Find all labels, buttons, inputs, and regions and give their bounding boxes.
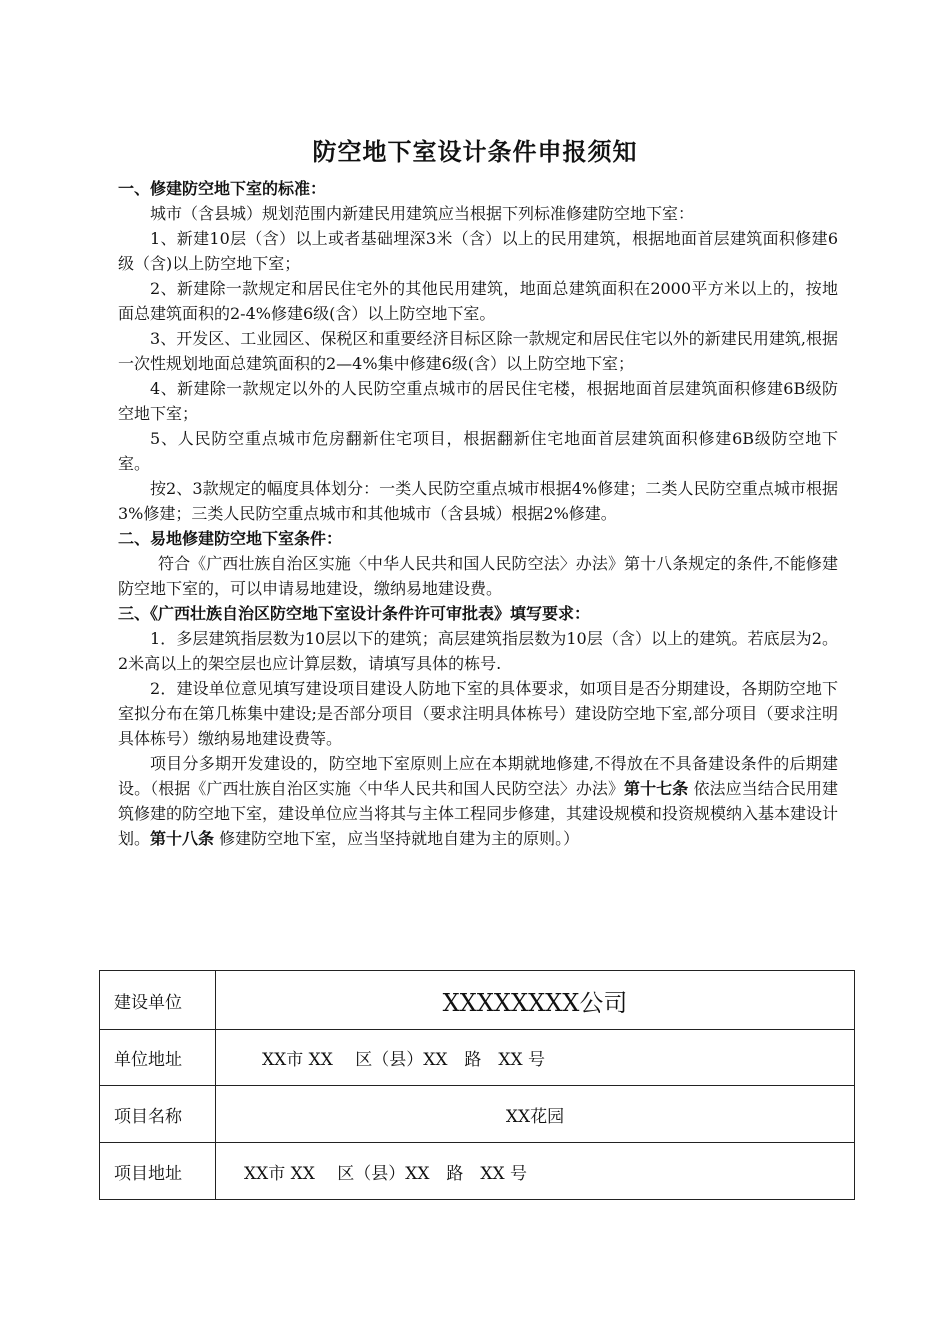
table-row: [100, 1030, 855, 1086]
paragraph: 符合《广西壮族自治区实施〈中华人民共和国人民防空法〉办法》第十八条规定的条件,不能修建防空地下室的，可以申请易地建设，缴纳易地建设费。: [118, 554, 838, 598]
table-row: [100, 1143, 855, 1200]
document-title: 防空地下室设计条件申报须知: [312, 137, 638, 166]
section-1-heading: 一、修建防空地下室的标准：: [118, 179, 327, 198]
project-name-value: XX花园: [216, 1086, 855, 1143]
paragraph: 1．多层建筑指层数为10层以下的建筑；高层建筑指层数为10层（含）以上的建筑。若底层为2。2米高以上的架空层也应计算层数，请填写具体的栋号.: [118, 629, 838, 673]
paragraph-text: 依法应当结合民用建筑修建的防空地下室，建设单位应当将其与主体工程同步修建，其建设规模和投资规模纳入基本建设计划。: [118, 779, 839, 848]
row-label-construction-unit: 建设单位: [100, 971, 216, 1030]
row-label-project-address: 项目地址: [100, 1143, 216, 1200]
construction-unit-value: XXXXXXXX公司: [216, 971, 855, 1030]
row-label-unit-address: 单位地址: [100, 1030, 216, 1086]
table-row: [100, 1086, 855, 1143]
paragraph: 5、人民防空重点城市危房翻新住宅项目，根据翻新住宅地面首层建筑面积修建6B级防空地下室。: [118, 429, 838, 473]
unit-address-value: XX市 XX 区（县）XX 路 XX 号: [216, 1030, 855, 1086]
document-body: [118, 176, 838, 851]
paragraph: 4、新建除一款规定以外的人民防空重点城市的居民住宅楼，根据地面首层建筑面积修建6B级防空地下室；: [118, 379, 838, 423]
paragraph: 2、新建除一款规定和居民住宅外的其他民用建筑，地面总建筑面积在2000平方米以上的，按地面总建筑面积的2-4%修建6级(含）以上防空地下室。: [118, 279, 838, 323]
table-row: [100, 971, 855, 1030]
project-address-value: XX市 XX 区（县）XX 路 XX 号: [216, 1143, 855, 1200]
article-18-label: 第十八条: [150, 829, 215, 848]
paragraph: 城市（含县城）规划范围内新建民用建筑应当根据下列标准修建防空地下室：: [150, 204, 695, 223]
paragraph: 1、新建10层（含）以上或者基础埋深3米（含）以上的民用建筑，根据地面首层建筑面积修建6级（含)以上防空地下室；: [118, 229, 838, 273]
paragraph-text: 项目分多期开发建设的，防空地下室原则上应在本期就地修建,不得放在不具备建设条件的后期建设。（根据《广西壮族自治区实施〈中华人民共和国人民防空法〉办法》: [118, 754, 838, 798]
section-3-heading: 三、《广西壮族自治区防空地下室设计条件许可审批表》填写要求：: [118, 604, 591, 623]
row-label-project-name: 项目名称: [100, 1086, 216, 1143]
paragraph-text: 修建防空地下室，应当坚持就地自建为主的原则。）: [214, 829, 580, 848]
paragraph: 按2、3款规定的幅度具体划分：一类人民防空重点城市根据4%修建；二类人民防空重点城市根据3%修建；三类人民防空重点城市和其他城市（含县城）根据2%修建。: [118, 479, 838, 523]
paragraph-with-articles: [118, 751, 838, 851]
application-form-table: [99, 970, 855, 1200]
section-2-heading: 二、易地修建防空地下室条件：: [118, 529, 343, 548]
paragraph: 2．建设单位意见填写建设项目建设人防地下室的具体要求，如项目是否分期建设，各期防空地下室拟分布在第几栋集中建设;是否部分项目（要求注明具体栋号）建设防空地下室,部分项目（要求注明具体栋号）缴纳易地建设费等。: [118, 679, 838, 748]
paragraph: 3、开发区、工业园区、保税区和重要经济目标区除一款规定和居民住宅以外的新建民用建筑,根据一次性规划地面总建筑面积的2—4%集中修建6级(含）以上防空地下室；: [118, 329, 838, 373]
article-17-label: 第十七条: [624, 779, 689, 798]
